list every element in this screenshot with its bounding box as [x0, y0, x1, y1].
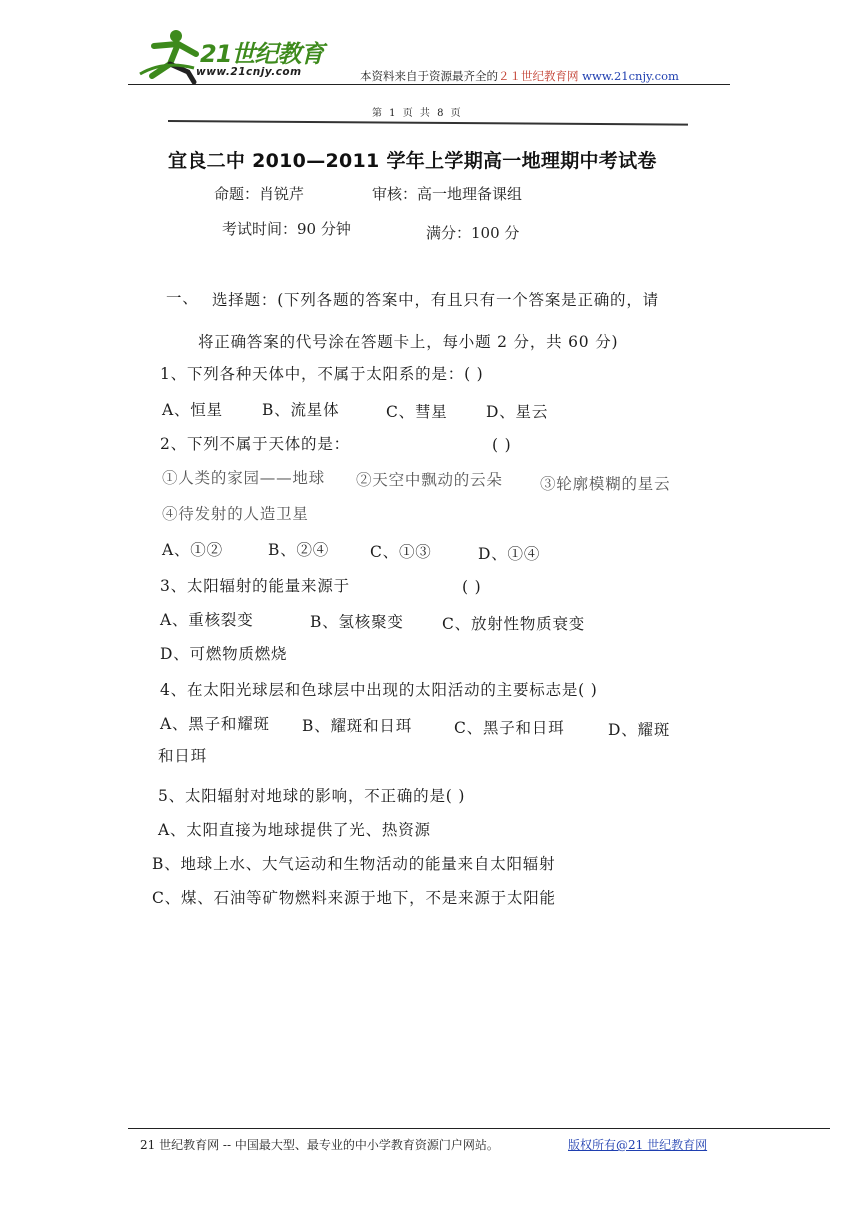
question-1-option-a: A、恒星 [162, 401, 223, 419]
logo-text: 21世纪教育 [200, 40, 324, 68]
question-1-stem: 1、下列各种天体中，不属于太阳系的是：( ) [160, 365, 484, 383]
question-2-option-c: C、①③ [370, 543, 432, 561]
question-3-option-d: D、可燃物质燃烧 [160, 645, 288, 663]
section-instruction-line2: 将正确答案的代号涂在答题卡上，每小题 2 分，共 60 分) [198, 333, 619, 351]
question-1-option-c: C、彗星 [386, 403, 448, 421]
page-number: 第 1 页 共 8 页 [372, 108, 463, 119]
question-2-item-2: ②天空中飘动的云朵 [356, 471, 503, 489]
footer-copyright-link[interactable]: 版权所有@21 世纪教育网 [568, 1138, 708, 1152]
header-note-site-name[interactable]: ２１世纪教育网 [498, 69, 579, 83]
header-note-url[interactable]: www.21cnjy.com [582, 69, 679, 83]
question-3-stem: 3、太阳辐射的能量来源于 [160, 577, 350, 595]
question-4-option-a: A、黑子和耀斑 [160, 715, 270, 733]
question-2-item-3: ③轮廓模糊的星云 [540, 475, 671, 493]
question-2-stem: 2、下列不属于天体的是： [160, 435, 350, 453]
question-4-stem: 4、在太阳光球层和色球层中出现的太阳活动的主要标志是( ) [160, 681, 598, 699]
question-3-option-c: C、放射性物质衰变 [442, 615, 586, 633]
header-note-prefix: 本资料来自于资源最齐全的 [360, 69, 498, 83]
question-3-option-a: A、重核裂变 [160, 611, 254, 629]
question-2-item-4: ④待发射的人造卫星 [162, 505, 309, 523]
exam-time: 考试时间：90 分钟 [222, 220, 351, 238]
question-4-option-d-continued: 和日珥 [158, 747, 207, 765]
question-1-option-b: B、流星体 [262, 401, 340, 419]
question-4-option-b: B、耀斑和日珥 [302, 717, 412, 735]
footer-text: 21 世纪教育网 -- 中国最大型、最专业的中小学教育资源门户网站。 [140, 1138, 499, 1152]
section-label: 一、 [166, 289, 199, 307]
question-5-option-a: A、太阳直接为地球提供了光、热资源 [158, 821, 431, 839]
question-2-option-d: D、①④ [478, 545, 541, 563]
question-2-item-1: ①人类的家园——地球 [162, 469, 326, 487]
footer-divider [128, 1128, 830, 1129]
question-5-option-c: C、煤、石油等矿物燃料来源于地下，不是来源于太阳能 [152, 889, 556, 907]
exam-reviewer: 审核：高一地理备课组 [372, 185, 523, 203]
exam-author: 命题：肖锐芹 [214, 185, 305, 203]
page-top-rule [168, 120, 688, 126]
question-5-stem: 5、太阳辐射对地球的影响，不正确的是( ) [158, 787, 466, 805]
exam-title: 宜良二中 2010—2011 学年上学期高一地理期中考试卷 [168, 150, 657, 172]
section-instruction-line1: 选择题：(下列各题的答案中，有且只有一个答案是正确的，请 [212, 291, 659, 309]
question-3-answer-paren: ( ) [462, 578, 482, 596]
question-5-option-b: B、地球上水、大气运动和生物活动的能量来自太阳辐射 [152, 855, 556, 873]
question-4-option-d: D、耀斑 [608, 721, 671, 739]
logo-url: www.21cnjy.com [196, 66, 302, 78]
question-2-answer-paren: ( ) [492, 436, 512, 454]
question-3-option-b: B、氢核聚变 [310, 613, 404, 631]
question-4-option-c: C、黑子和日珥 [454, 719, 565, 737]
question-2-option-a: A、①② [162, 541, 223, 559]
question-2-option-b: B、②④ [268, 541, 330, 559]
question-1-option-d: D、星云 [486, 403, 549, 421]
exam-score: 满分：100 分 [426, 224, 520, 242]
